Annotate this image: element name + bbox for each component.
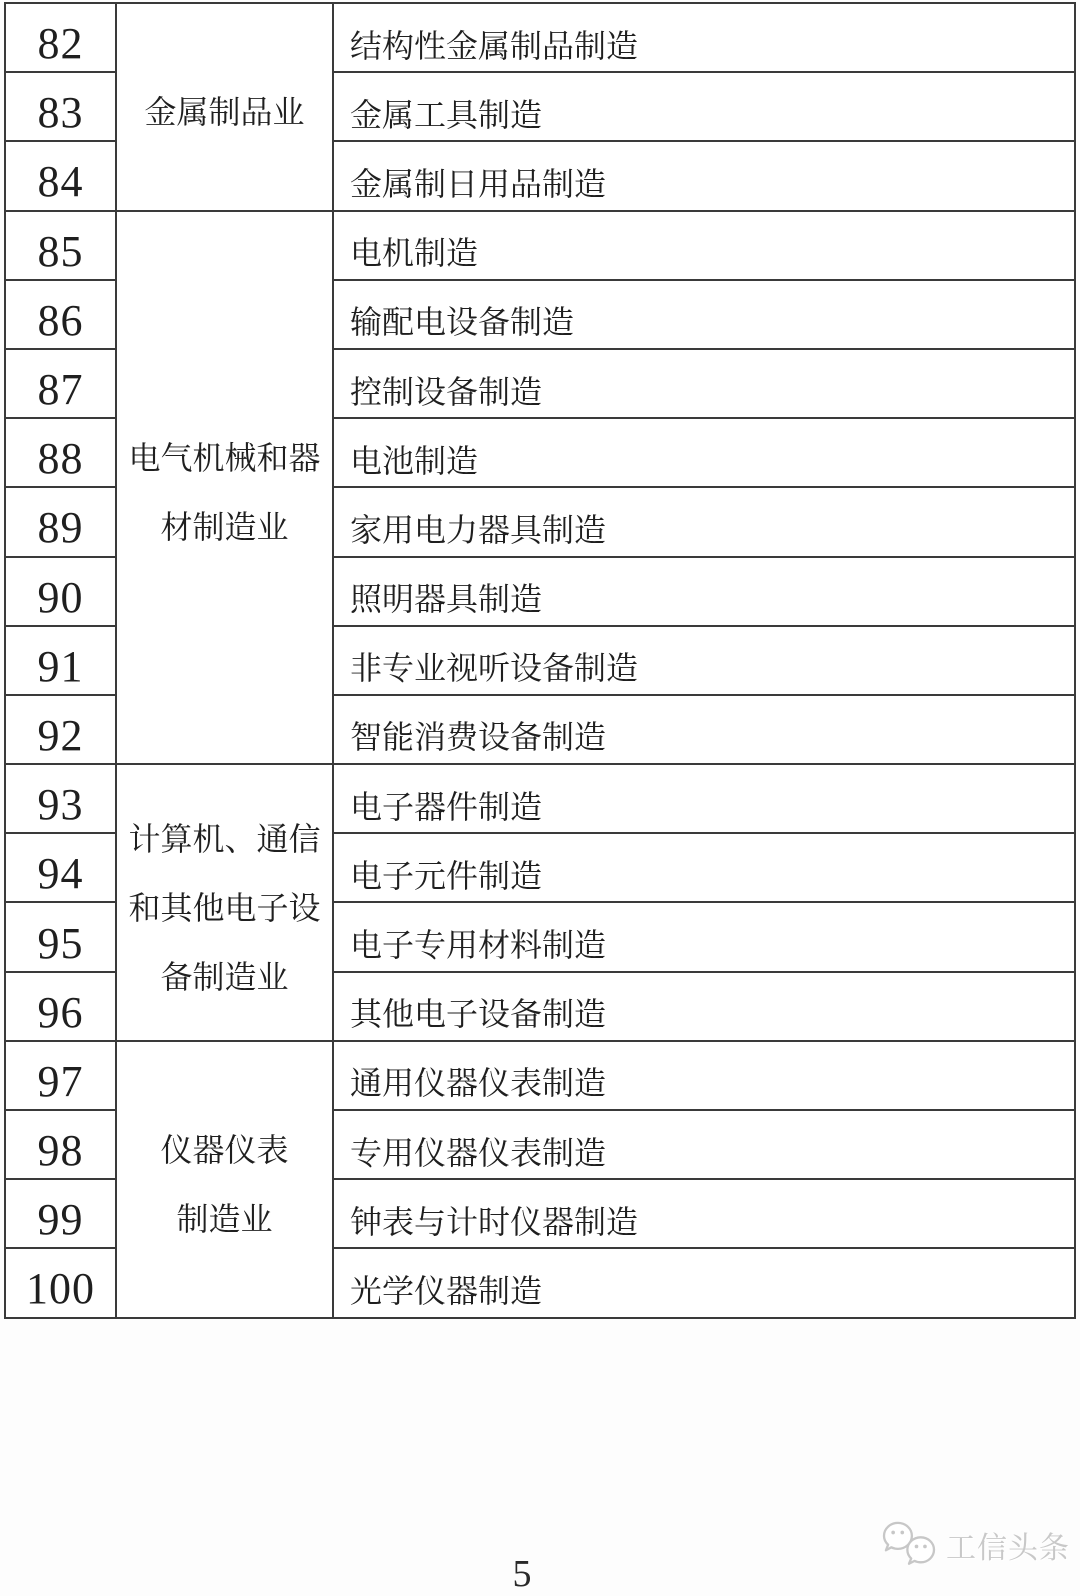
row-number-cell: 91	[6, 627, 117, 696]
row-number-cell: 85	[6, 212, 117, 281]
category-line: 仪器仪表	[160, 1132, 289, 1169]
row-number-cell: 98	[6, 1111, 117, 1180]
industry-name-cell: 通用仪器仪表制造	[334, 1042, 1076, 1111]
category-line: 备制造业	[160, 958, 289, 995]
watermark-label: 工信头条	[946, 1532, 1070, 1565]
industry-name-cell: 照明器具制造	[334, 558, 1076, 627]
industry-name-cell: 电机制造	[334, 212, 1076, 281]
row-number-cell: 92	[6, 696, 117, 765]
industry-name-cell: 电池制造	[334, 419, 1076, 488]
row-number-cell: 100	[6, 1249, 117, 1318]
industry-name-cell: 其他电子设备制造	[334, 973, 1076, 1042]
watermark	[880, 1520, 1070, 1570]
category-cell	[117, 4, 334, 212]
row-number-cell: 93	[6, 765, 117, 834]
page-number: 5	[512, 1553, 532, 1595]
category-line: 计算机、通信	[128, 820, 321, 857]
row-number-cell: 96	[6, 973, 117, 1042]
wechat-bubbles-icon	[880, 1520, 938, 1570]
category-line: 和其他电子设	[128, 889, 321, 926]
industry-name-cell: 电子专用材料制造	[334, 903, 1076, 972]
row-number-cell: 88	[6, 419, 117, 488]
category-line: 电气机械和器	[128, 440, 321, 477]
row-number-cell: 90	[6, 558, 117, 627]
industry-name-cell: 输配电设备制造	[334, 281, 1076, 350]
row-number-cell: 94	[6, 834, 117, 903]
category-line: 制造业	[176, 1201, 273, 1238]
category-cell	[117, 212, 334, 766]
row-number-cell: 84	[6, 142, 117, 211]
row-number-cell: 89	[6, 488, 117, 557]
industry-name-cell: 金属工具制造	[334, 73, 1076, 142]
category-line: 金属制品业	[144, 94, 305, 131]
industry-name-cell: 智能消费设备制造	[334, 696, 1076, 765]
row-number-cell: 99	[6, 1180, 117, 1249]
row-number-cell: 87	[6, 350, 117, 419]
category-cell	[117, 1042, 334, 1319]
industry-name-cell: 结构性金属制品制造	[334, 4, 1076, 73]
industry-name-cell: 光学仪器制造	[334, 1249, 1076, 1318]
industry-name-cell: 钟表与计时仪器制造	[334, 1180, 1076, 1249]
row-number-cell: 82	[6, 4, 117, 73]
industry-name-cell: 控制设备制造	[334, 350, 1076, 419]
row-number-cell: 95	[6, 903, 117, 972]
industry-name-cell: 专用仪器仪表制造	[334, 1111, 1076, 1180]
industry-table	[4, 2, 1076, 1319]
industry-name-cell: 金属制日用品制造	[334, 142, 1076, 211]
industry-name-cell: 电子器件制造	[334, 765, 1076, 834]
row-number-cell: 83	[6, 73, 117, 142]
category-cell	[117, 765, 334, 1042]
industry-name-cell: 电子元件制造	[334, 834, 1076, 903]
industry-name-cell: 非专业视听设备制造	[334, 627, 1076, 696]
row-number-cell: 97	[6, 1042, 117, 1111]
industry-name-cell: 家用电力器具制造	[334, 488, 1076, 557]
row-number-cell: 86	[6, 281, 117, 350]
category-line: 材制造业	[160, 509, 289, 546]
